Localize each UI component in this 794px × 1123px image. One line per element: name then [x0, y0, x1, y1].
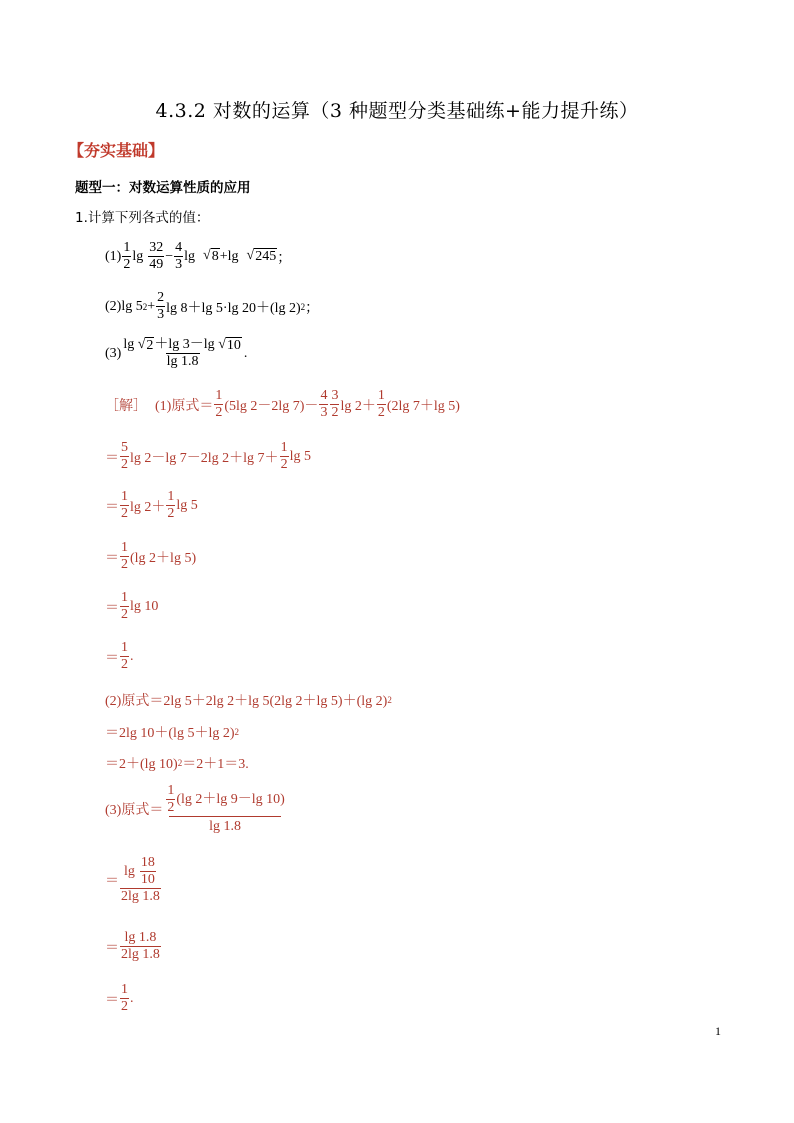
problem-label: (1)	[105, 248, 122, 264]
solution-2-line-2: ＝2lg 10＋(lg 5＋lg 2) 2	[105, 726, 239, 741]
solution-3-line-2: ＝ lg $\frac{18}{10}$ 2lg 1.8	[105, 855, 160, 905]
fraction: $\frac{32}{49}$	[149, 240, 164, 273]
problem-2: (2)lg 5 2 + $\frac{2}{3}$ lg 8＋lg 5·lg 20＋(lg 2) 2 ；	[105, 290, 320, 323]
solution-1-line-1: ［解］ (1)原式＝ $\frac{1}{2}$ (5lg 2－2lg 7)－ $\frac{4}{3}$ $\frac{3}{2}$ lg 2＋ $\frac{1}{2}$ (2lg 7＋lg 5)	[105, 388, 460, 421]
question-type-heading: 题型一：对数运算性质的应用	[75, 180, 251, 196]
minus-sign: −	[165, 248, 174, 264]
page-number: 1	[715, 1024, 721, 1038]
problem-1: (1) $\frac{1}{2}$ lg $\frac{32}{49}$ − $\frac{4}{3}$ lg √ 8 +lg √ 245 ；	[105, 240, 292, 273]
solution-2-line-3: ＝2＋(lg 10) 2 ＝2＋1＝3.	[105, 757, 249, 772]
solution-1-line-2: ＝ $\frac{5}{2}$ lg 2－lg 7－2lg 2＋lg 7＋ $\frac{1}{2}$ lg 5	[105, 440, 311, 473]
square-root: √ 245	[246, 248, 277, 265]
question-prompt: 1.计算下列各式的值：	[75, 210, 210, 226]
fraction: lg √ 2 ＋lg 3－lg √ 10 lg 1.8	[123, 337, 241, 370]
solution-1-line-4: ＝ $\frac{1}{2}$ (lg 2＋lg 5)	[105, 540, 197, 573]
solution-1-line-5: ＝ $\frac{1}{2}$ lg 10	[105, 590, 159, 623]
solution-3-line-3: ＝ $\frac{\lg 1.8}{2\lg 1.8}$	[105, 930, 160, 963]
lg-text: lg	[132, 248, 144, 264]
fraction: $\frac{2}{3}$	[157, 290, 165, 323]
plus-lg: +lg	[219, 248, 239, 264]
solution-tag: ［解］	[105, 398, 147, 414]
square-root: √ 8	[203, 248, 219, 265]
solution-3-line-4: ＝ $\frac{1}{2}$ .	[105, 982, 134, 1015]
solution-2-line-1: (2)原式＝2lg 5＋2lg 2＋lg 5(2lg 2＋lg 5)＋(lg 2) 2	[105, 694, 392, 709]
section-heading: 【夯实基础】	[68, 141, 165, 160]
solution-1-line-3: ＝ $\frac{1}{2}$ lg 2＋ $\frac{1}{2}$ lg 5	[105, 489, 198, 522]
solution-1-line-6: ＝ $\frac{1}{2}$ .	[105, 640, 134, 673]
fraction: $\frac{1}{2}$	[123, 240, 131, 273]
page-title: 4.3.2 对数的运算（3 种题型分类基础练+能力提升练）	[155, 100, 639, 122]
problem-3: (3) lg √ 2 ＋lg 3－lg √ 10 lg 1.8 .	[105, 337, 248, 370]
solution-3-line-1: (3)原式＝ $\frac{1}{2}$ (lg 2＋lg 9－lg 10) lg 1.8	[105, 783, 285, 835]
fraction: $\frac{4}{3}$	[175, 240, 183, 273]
lg-text: lg	[184, 248, 196, 264]
